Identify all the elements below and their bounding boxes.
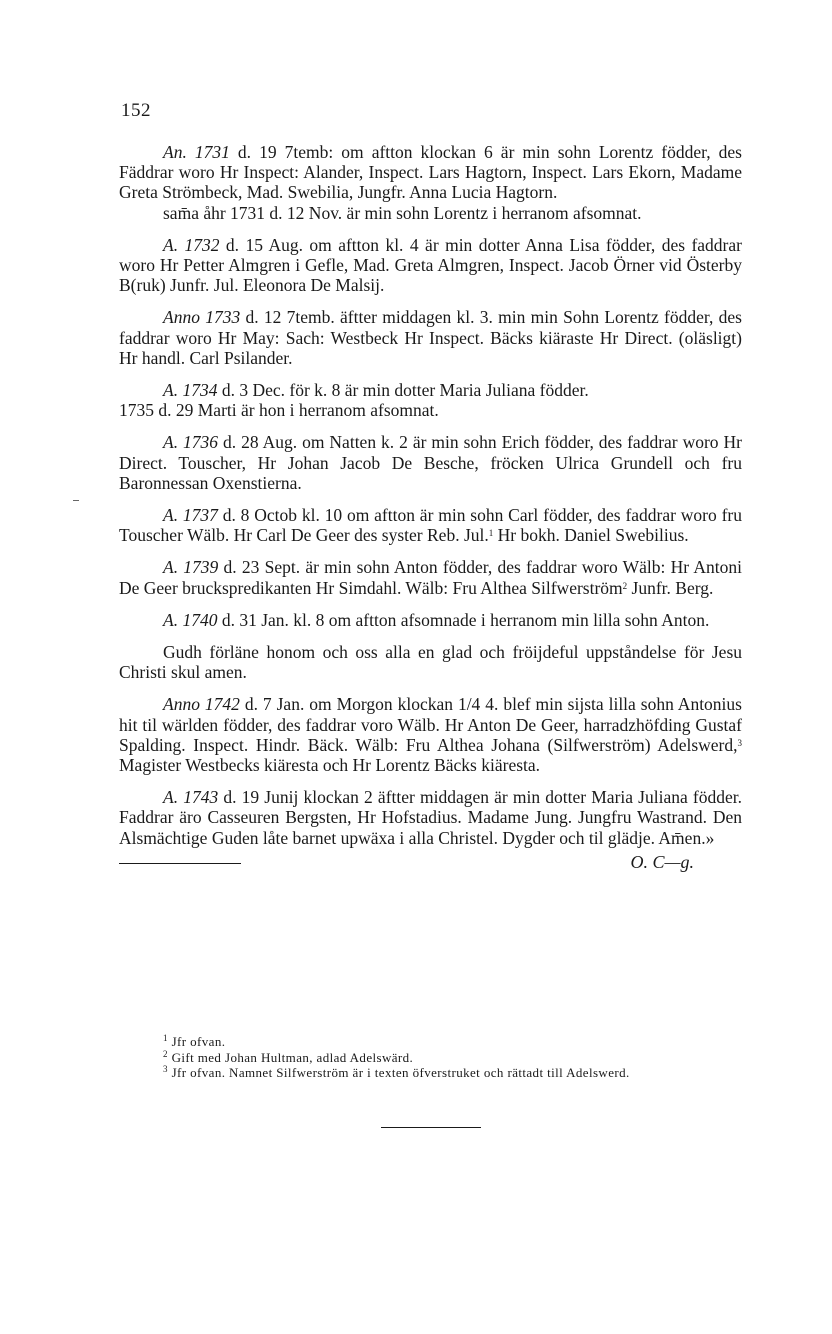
entry-year: Anno 1733 — [163, 307, 241, 328]
footnote-ref: 2 — [622, 580, 628, 591]
entry-year: A. 1739 — [163, 557, 219, 578]
footnote-text: Jfr ofvan. Namnet Silfwerström är i texten öfverstruket och rättadt till Adelswerd. — [171, 1065, 630, 1080]
footnote-mark: 2 — [163, 1048, 168, 1059]
entry-body: d. 7 Jan. om Morgon klockan 1/4 4. blef min sijsta lilla sohn Antonius hit til wärlden födder, des faddrar voro Wälb. Hr Anton De Geer, harradzhöfding Gustaf Spalding. Inspect. Hindr. Bäck. Wälb: Fru Althea Johana (Silfwerström) Adelswerd, — [119, 694, 742, 755]
entry-year: A. 1736 — [163, 432, 219, 453]
footnote-text: Jfr ofvan. — [171, 1034, 226, 1049]
register-text — [119, 142, 742, 882]
footnote-3 — [119, 1065, 742, 1081]
entry-body: d. 8 Octob kl. 10 om aftton är min sohn Carl födder, des faddrar woro fru Touscher Wälb. Hr Carl De Geer des syster Reb. Jul. — [119, 505, 742, 546]
entry-1733 — [119, 307, 742, 368]
entry-1739 — [119, 557, 742, 597]
page-number: 152 — [121, 100, 151, 121]
entry-year: A. 1740 — [163, 609, 218, 630]
entry-1743 — [119, 787, 742, 848]
footnote-ref: 3 — [737, 737, 742, 748]
entry-1742 — [119, 694, 742, 775]
footnote-2 — [119, 1050, 742, 1066]
entry-body: 1735 d. 29 Marti är hon i herranom afsomnat. — [119, 400, 439, 421]
entry-body: d. 12 7temb. äftter middagen kl. 3. min min Sohn Lorentz födder, des faddrar woro Hr May: Sach: Westbeck Hr Inspect. Bäcks kiäraste Hr Direct. (oläsligt) Hr handl. Carl Psilander. — [119, 307, 742, 368]
signature-rule — [119, 863, 241, 864]
entry-body: d. 19 Junij klockan 2 äftter middagen är min dotter Maria Juliana födder. Faddrar äro Casseuren Bergsten, Hr Hofstadius. Madame Jung. Jungfru Wastrand. Den Alsmächtige Guden låte barnet upwäxa i alla Christel. Dygder och til glädje. Am̄en.» — [119, 787, 742, 848]
entry-1736 — [119, 432, 742, 493]
prayer — [119, 642, 742, 682]
signature-row — [119, 851, 742, 882]
footnote-mark: 3 — [163, 1064, 168, 1074]
entry-body-tail: Magister Westbecks kiäresta och Hr Lorentz Bäcks kiäresta. — [119, 755, 541, 776]
footnotes — [119, 1034, 742, 1081]
margin-mark — [73, 500, 79, 501]
entry-body: Gudh förläne honom och oss alla en glad och fröijdeful uppståndelse för Jesu Christi skul amen. — [119, 642, 742, 683]
entry-1731-death — [119, 203, 742, 223]
entry-year: A. 1743 — [163, 787, 219, 808]
footnote-text: Gift med Johan Hultman, adlad Adelswärd. — [171, 1049, 414, 1065]
footnote-ref: 1 — [488, 528, 494, 539]
entry-body: d. 23 Sept. är min sohn Anton födder, des faddrar woro Wälb: Hr Antoni De Geer bruckspredikanten Hr Simdahl. Wälb: Fru Althea Silfwerström — [119, 557, 742, 598]
entry-year: A. 1737 — [163, 505, 218, 526]
entry-year: A. 1734 — [163, 380, 218, 401]
entry-1734 — [119, 380, 742, 400]
entry-body: d. 31 Jan. kl. 8 om aftton afsomnade i herranom min lilla sohn Anton. — [217, 609, 710, 630]
entry-year: An. 1731 — [163, 142, 230, 162]
entry-1731 — [119, 142, 742, 203]
footnote-mark: 1 — [163, 1033, 168, 1043]
end-rule — [381, 1127, 481, 1128]
entry-1740 — [119, 610, 742, 630]
entry-year: Anno 1742 — [163, 694, 240, 715]
entry-1732 — [119, 235, 742, 296]
entry-1735-death — [119, 400, 742, 420]
entry-body: d. 19 7temb: om aftton klockan 6 är min sohn Lorentz födder, des Fäddrar woro Hr Inspect: Alander, Inspect. Lars Hagtorn, Inspect. Lars Ekorn, Madame Greta Strömbeck, Mad. Swebilia, Jungfr. Anna Lucia Hagtorn. — [119, 142, 742, 203]
entry-body-tail: Junfr. Berg. — [627, 577, 714, 598]
footnote-1 — [119, 1034, 742, 1050]
entry-body-tail: Hr bokh. Daniel Swebilius. — [493, 525, 689, 546]
entry-year: A. 1732 — [163, 234, 220, 255]
entry-body: d. 28 Aug. om Natten k. 2 är min sohn Erich födder, des faddrar woro Hr Direct. Touscher, Hr Johan Jacob De Besche, fröcken Ulrica Grundell och fru Baronnessan Oxenstierna. — [119, 432, 742, 493]
entry-body: sam̄a åhr 1731 d. 12 Nov. är min sohn Lorentz i herranom afsomnat. — [163, 202, 642, 223]
signature: O. C—g. — [630, 851, 694, 872]
entry-1737 — [119, 505, 742, 545]
entry-body: d. 3 Dec. för k. 8 är min dotter Maria Juliana födder. — [217, 380, 589, 401]
entry-body: d. 15 Aug. om aftton kl. 4 är min dotter Anna Lisa födder, des faddrar woro Hr Petter Almgren i Gefle, Mad. Greta Almgren, Inspect. Jacob Örner vid Österby B(ruk) Junfr. Jul. Eleonora De Malsij. — [119, 234, 742, 296]
